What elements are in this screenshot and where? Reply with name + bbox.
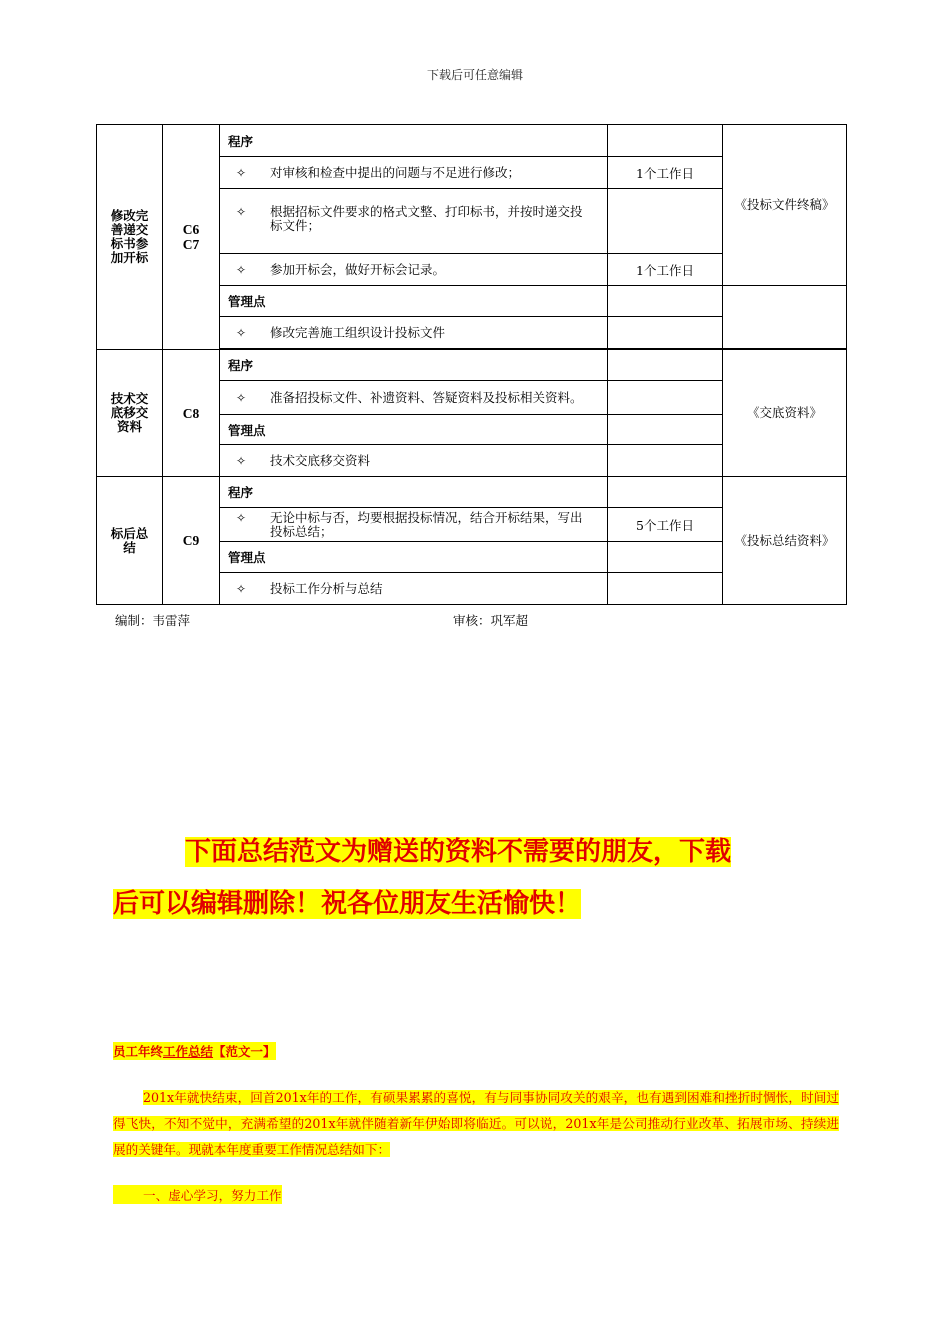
code-line: C8 — [182, 405, 200, 421]
diamond-bullet-icon: ✧ — [236, 581, 247, 596]
procedure-header: 程序 — [220, 477, 608, 508]
reviewer-signature: 审核：巩军超 — [453, 613, 529, 628]
time-cell — [608, 415, 723, 445]
time-cell — [608, 573, 723, 605]
notice-line-1: 下面总结范文为赠送的资料不需要的朋友，下载 — [185, 837, 732, 867]
step-text: 对审核和检查中提出的问题与不足进行修改； — [270, 164, 521, 180]
time-cell — [608, 445, 723, 477]
procedure-header: 程序 — [220, 125, 608, 157]
management-cell — [220, 573, 608, 605]
step-text: 准备招投标文件、补遗资料、答疑资料及投标相关资料。 — [270, 390, 583, 405]
procedure-table — [96, 124, 847, 605]
time-cell — [608, 350, 723, 381]
essay-title-suffix: 【范文一】 — [213, 1044, 276, 1059]
time-cell — [608, 189, 723, 254]
time-cell — [608, 381, 723, 415]
essay-title — [113, 1042, 276, 1060]
diamond-bullet-icon: ✧ — [236, 165, 247, 180]
code-line: C9 — [182, 533, 200, 548]
time-cell: 1个工作日 — [608, 157, 723, 189]
step-cell — [220, 189, 608, 254]
step-cell — [220, 254, 608, 286]
stage-code — [163, 350, 220, 477]
essay-paragraph — [113, 1085, 839, 1163]
management-cell — [220, 445, 608, 477]
document-cell: 《投标文件终稿》 — [723, 125, 847, 286]
table-row — [97, 125, 847, 157]
management-text: 修改完善施工组织设计投标文件 — [270, 324, 446, 340]
management-text: 投标工作分析与总结 — [270, 580, 383, 596]
code-line: C6 — [182, 222, 200, 237]
management-header: 管理点 — [220, 542, 608, 573]
time-cell — [608, 125, 723, 157]
stage-label: 标后总结 — [97, 477, 163, 605]
document-cell — [723, 286, 847, 349]
editor-signature: 编制：韦雷萍 — [115, 613, 191, 628]
time-cell — [608, 542, 723, 573]
document-cell: 《交底资料》 — [723, 350, 847, 477]
step-cell — [220, 508, 608, 542]
step-text: 无论中标与否，均要根据投标情况，结合开标结果，写出投标总结； — [270, 510, 583, 539]
diamond-bullet-icon: ✧ — [236, 325, 247, 340]
diamond-bullet-icon: ✧ — [236, 205, 247, 219]
essay-title-prefix: 员工年终 — [113, 1044, 164, 1059]
diamond-bullet-icon: ✧ — [236, 262, 247, 277]
time-cell — [608, 477, 723, 508]
step-text: 根据招标文件要求的格式文整、打印标书，并按时递交投标文件； — [270, 204, 583, 233]
essay-title-link: 工作总结 — [163, 1044, 214, 1059]
essay-paragraph-text: 201x年就快结束，回首201x年的工作，有硕果累累的喜悦，有与同事协同攻关的艰辛，也有遇到困难和挫折时惆怅，时间过得飞快，不知不觉中，充满希望的201x年就伴随着新年伊始即将临近。可以说，201x年是公司推动行业改革、拓展市场、持续进展的关键年。现就本年度重要工作情况总结如下： — [113, 1090, 839, 1157]
code-line: C7 — [182, 237, 200, 252]
section-heading-text: 一、虚心学习，努力工作 — [143, 1188, 282, 1203]
step-cell — [220, 157, 608, 189]
table-row — [97, 477, 847, 508]
diamond-bullet-icon: ✧ — [236, 511, 247, 525]
diamond-bullet-icon: ✧ — [236, 391, 247, 405]
management-text: 技术交底移交资料 — [270, 452, 371, 468]
management-header: 管理点 — [220, 415, 608, 445]
management-header: 管理点 — [220, 286, 608, 317]
essay-section-heading — [113, 1185, 282, 1204]
time-cell — [608, 286, 723, 317]
time-cell — [608, 317, 723, 349]
procedure-header: 程序 — [220, 350, 608, 381]
stage-code — [163, 477, 220, 605]
management-cell — [220, 317, 608, 349]
time-cell: 1个工作日 — [608, 254, 723, 286]
stage-label: 技术交底移交资料 — [97, 350, 163, 477]
time-cell: 5个工作日 — [608, 508, 723, 542]
step-cell — [220, 381, 608, 415]
stage-label: 修改完善递交标书参加开标 — [97, 125, 163, 350]
table-row — [97, 350, 847, 381]
notice-line-2: 后可以编辑删除！祝各位朋友生活愉快！ — [113, 889, 582, 919]
diamond-bullet-icon: ✧ — [236, 453, 247, 468]
step-text: 参加开标会，做好开标会记录。 — [270, 261, 446, 277]
header-note: 下载后可任意编辑 — [426, 68, 523, 82]
stage-code — [163, 125, 220, 350]
document-cell: 《投标总结资料》 — [723, 477, 847, 605]
gift-notice — [113, 826, 825, 930]
